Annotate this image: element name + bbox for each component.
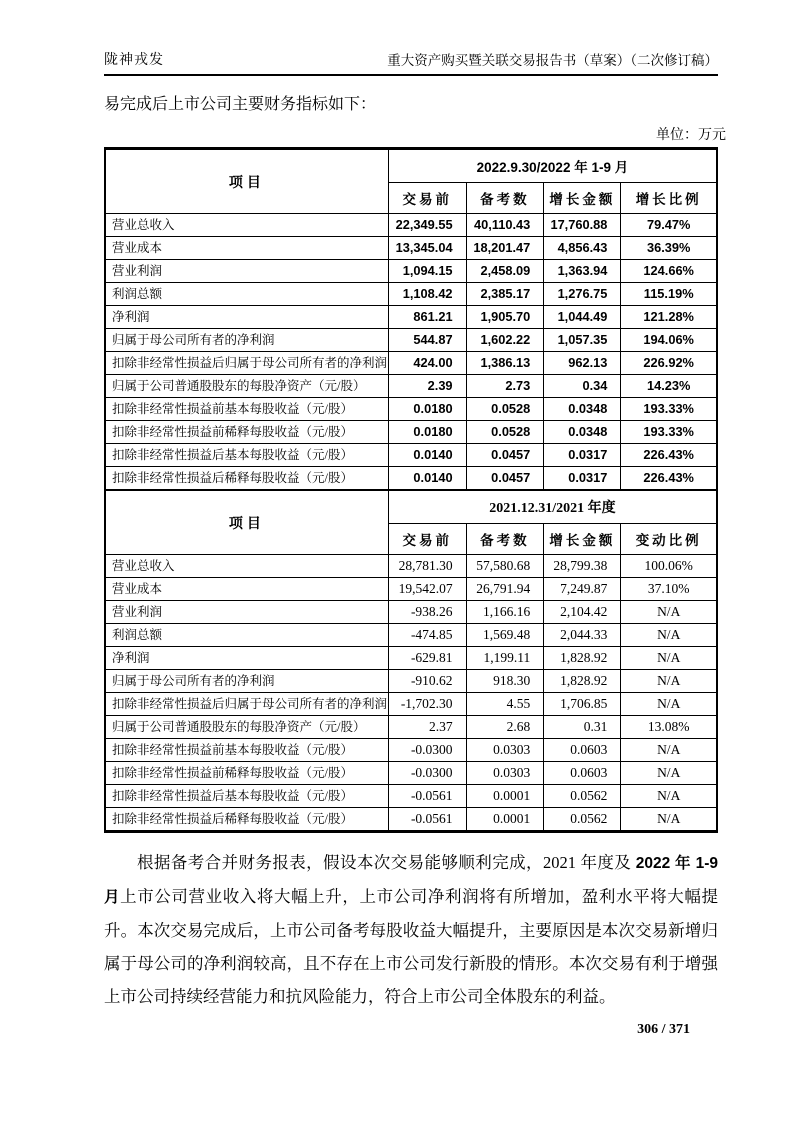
value-cell: -0.0300 <box>388 739 466 762</box>
value-cell: N/A <box>621 785 717 808</box>
column-header-pre-deal: 交易前 <box>388 524 466 555</box>
value-cell: 28,781.30 <box>388 555 466 578</box>
value-cell: N/A <box>621 647 717 670</box>
value-cell: 1,057.35 <box>544 329 621 352</box>
table-row <box>105 283 717 306</box>
value-cell: N/A <box>621 601 717 624</box>
value-cell: 0.0001 <box>466 808 544 832</box>
table-row <box>105 214 717 237</box>
value-cell: 0.0603 <box>544 739 621 762</box>
value-cell: 100.06% <box>621 555 717 578</box>
value-cell: 28,799.38 <box>544 555 621 578</box>
value-cell: 194.06% <box>621 329 717 352</box>
item-cell: 扣除非经常性损益前稀释每股收益（元/股） <box>105 762 388 785</box>
table-header-row <box>105 149 717 183</box>
item-cell: 扣除非经常性损益后稀释每股收益（元/股） <box>105 808 388 832</box>
financial-table-2021 <box>104 491 718 833</box>
table-header-row <box>105 491 717 524</box>
value-cell: 193.33% <box>621 398 717 421</box>
table-row <box>105 375 717 398</box>
value-cell: 0.0180 <box>388 398 466 421</box>
item-cell: 扣除非经常性损益后稀释每股收益（元/股） <box>105 467 388 491</box>
value-cell: 0.0348 <box>544 398 621 421</box>
value-cell: -629.81 <box>388 647 466 670</box>
intro-text: 易完成后上市公司主要财务指标如下： <box>104 96 377 113</box>
value-cell: 115.19% <box>621 283 717 306</box>
value-cell: 0.0348 <box>544 421 621 444</box>
table-row <box>105 670 717 693</box>
item-cell: 扣除非经常性损益前基本每股收益（元/股） <box>105 739 388 762</box>
column-header-pro-forma: 备考数 <box>466 524 544 555</box>
item-cell: 营业成本 <box>105 237 388 260</box>
table-row <box>105 444 717 467</box>
item-cell: 归属于母公司所有者的净利润 <box>105 329 388 352</box>
value-cell: 1,386.13 <box>466 352 544 375</box>
table-body-2022 <box>105 214 717 491</box>
value-cell: 1,044.49 <box>544 306 621 329</box>
item-cell: 营业总收入 <box>105 214 388 237</box>
unit-label: 单位：万元 <box>656 128 726 143</box>
item-cell: 净利润 <box>105 647 388 670</box>
paragraph-text: 上市公司营业收入将大幅上升，上市公司净利润将有所增加，盈利水平将大幅提升。本次交易完成后，上市公司备考每股收益大幅提升，主要原因是本次交易新增归属于母公司的净利润较高，且不存在上市公司发行新股的情形。本次交易有利于增强上市公司持续经营能力和抗风险能力，符合上市公司全体股东的利益。 <box>104 887 718 1006</box>
value-cell: 0.34 <box>544 375 621 398</box>
value-cell: 13,345.04 <box>388 237 466 260</box>
value-cell: 1,828.92 <box>544 647 621 670</box>
value-cell: N/A <box>621 739 717 762</box>
value-cell: 0.0603 <box>544 762 621 785</box>
value-cell: 18,201.47 <box>466 237 544 260</box>
value-cell: 19,542.07 <box>388 578 466 601</box>
value-cell: 0.0001 <box>466 785 544 808</box>
value-cell: -938.26 <box>388 601 466 624</box>
item-cell: 归属于公司普通股股东的每股净资产（元/股） <box>105 716 388 739</box>
value-cell: 0.0303 <box>466 762 544 785</box>
table-row <box>105 421 717 444</box>
value-cell: 2,044.33 <box>544 624 621 647</box>
item-cell: 营业成本 <box>105 578 388 601</box>
value-cell: 424.00 <box>388 352 466 375</box>
table-row <box>105 693 717 716</box>
item-column-header: 项目 <box>105 149 388 214</box>
value-cell: 0.0317 <box>544 467 621 491</box>
value-cell: 2.73 <box>466 375 544 398</box>
value-cell: 7,249.87 <box>544 578 621 601</box>
value-cell: 0.0528 <box>466 398 544 421</box>
value-cell: 13.08% <box>621 716 717 739</box>
table-row <box>105 398 717 421</box>
table-row <box>105 762 717 785</box>
item-column-header: 项目 <box>105 491 388 555</box>
value-cell: 0.0303 <box>466 739 544 762</box>
header-company-name: 陇神戎发 <box>104 53 164 68</box>
value-cell: 4,856.43 <box>544 237 621 260</box>
value-cell: 1,363.94 <box>544 260 621 283</box>
value-cell: N/A <box>621 762 717 785</box>
analysis-paragraph <box>104 846 718 1013</box>
value-cell: 861.21 <box>388 306 466 329</box>
value-cell: 57,580.68 <box>466 555 544 578</box>
item-cell: 扣除非经常性损益前基本每股收益（元/股） <box>105 398 388 421</box>
value-cell: 918.30 <box>466 670 544 693</box>
table-body-2021 <box>105 555 717 832</box>
value-cell: 1,706.85 <box>544 693 621 716</box>
value-cell: 1,828.92 <box>544 670 621 693</box>
column-header-pro-forma: 备考数 <box>466 183 544 214</box>
value-cell: N/A <box>621 624 717 647</box>
item-cell: 营业总收入 <box>105 555 388 578</box>
value-cell: 0.0562 <box>544 785 621 808</box>
table-row <box>105 306 717 329</box>
item-cell: 营业利润 <box>105 601 388 624</box>
value-cell: 14.23% <box>621 375 717 398</box>
value-cell: 79.47% <box>621 214 717 237</box>
item-cell: 归属于公司普通股股东的每股净资产（元/股） <box>105 375 388 398</box>
paragraph-bold-text: 2022 年 1-9 月 <box>104 855 719 906</box>
value-cell: 121.28% <box>621 306 717 329</box>
value-cell: 22,349.55 <box>388 214 466 237</box>
value-cell: 1,276.75 <box>544 283 621 306</box>
column-header-change-ratio: 变动比例 <box>621 524 717 555</box>
column-header-growth-ratio: 增长比例 <box>621 183 717 214</box>
value-cell: 0.0180 <box>388 421 466 444</box>
value-cell: 2,385.17 <box>466 283 544 306</box>
item-cell: 扣除非经常性损益后基本每股收益（元/股） <box>105 444 388 467</box>
value-cell: -910.62 <box>388 670 466 693</box>
period-header: 2021.12.31/2021 年度 <box>388 491 717 524</box>
table-row <box>105 578 717 601</box>
page-number: 306 / 371 <box>637 1022 690 1037</box>
table-row <box>105 808 717 832</box>
value-cell: -0.0561 <box>388 808 466 832</box>
value-cell: 0.0562 <box>544 808 621 832</box>
value-cell: -474.85 <box>388 624 466 647</box>
table-row <box>105 601 717 624</box>
value-cell: 1,166.16 <box>466 601 544 624</box>
paragraph-text: 根据备考合并财务报表，假设本次交易能够顺利完成，2021 年度及 <box>137 853 636 872</box>
value-cell: 1,602.22 <box>466 329 544 352</box>
item-cell: 营业利润 <box>105 260 388 283</box>
table-row <box>105 716 717 739</box>
table-row <box>105 467 717 491</box>
value-cell: 1,569.48 <box>466 624 544 647</box>
financial-table-2022 <box>104 147 718 491</box>
item-cell: 扣除非经常性损益后基本每股收益（元/股） <box>105 785 388 808</box>
column-header-pre-deal: 交易前 <box>388 183 466 214</box>
table-row <box>105 555 717 578</box>
value-cell: 2.39 <box>388 375 466 398</box>
value-cell: 226.43% <box>621 467 717 491</box>
value-cell: N/A <box>621 670 717 693</box>
table-row <box>105 785 717 808</box>
value-cell: 0.0457 <box>466 444 544 467</box>
value-cell: 2,104.42 <box>544 601 621 624</box>
value-cell: 17,760.88 <box>544 214 621 237</box>
value-cell: 0.0140 <box>388 444 466 467</box>
value-cell: 1,108.42 <box>388 283 466 306</box>
column-header-growth-amount: 增长金额 <box>544 183 621 214</box>
table-row <box>105 352 717 375</box>
value-cell: 0.0457 <box>466 467 544 491</box>
value-cell: 1,905.70 <box>466 306 544 329</box>
table-row <box>105 237 717 260</box>
header-document-title: 重大资产购买暨关联交易报告书（草案）（二次修订稿） <box>387 53 718 68</box>
running-header <box>104 52 718 76</box>
value-cell: 124.66% <box>621 260 717 283</box>
column-header-growth-amount: 增长金额 <box>544 524 621 555</box>
item-cell: 扣除非经常性损益前稀释每股收益（元/股） <box>105 421 388 444</box>
value-cell: 193.33% <box>621 421 717 444</box>
value-cell: 40,110.43 <box>466 214 544 237</box>
item-cell: 扣除非经常性损益后归属于母公司所有者的净利润 <box>105 693 388 716</box>
table-row <box>105 624 717 647</box>
value-cell: 1,199.11 <box>466 647 544 670</box>
period-header: 2022.9.30/2022 年 1-9 月 <box>388 149 717 183</box>
value-cell: 26,791.94 <box>466 578 544 601</box>
item-cell: 利润总额 <box>105 624 388 647</box>
item-cell: 扣除非经常性损益后归属于母公司所有者的净利润 <box>105 352 388 375</box>
value-cell: 2,458.09 <box>466 260 544 283</box>
table-row <box>105 647 717 670</box>
value-cell: 226.43% <box>621 444 717 467</box>
value-cell: 0.31 <box>544 716 621 739</box>
value-cell: N/A <box>621 693 717 716</box>
value-cell: 0.0140 <box>388 467 466 491</box>
value-cell: -1,702.30 <box>388 693 466 716</box>
value-cell: 2.37 <box>388 716 466 739</box>
value-cell: 226.92% <box>621 352 717 375</box>
item-cell: 利润总额 <box>105 283 388 306</box>
table-row <box>105 329 717 352</box>
item-cell: 净利润 <box>105 306 388 329</box>
value-cell: 4.55 <box>466 693 544 716</box>
value-cell: 1,094.15 <box>388 260 466 283</box>
item-cell: 归属于母公司所有者的净利润 <box>105 670 388 693</box>
value-cell: 0.0528 <box>466 421 544 444</box>
value-cell: -0.0561 <box>388 785 466 808</box>
value-cell: 37.10% <box>621 578 717 601</box>
value-cell: 36.39% <box>621 237 717 260</box>
table-row <box>105 260 717 283</box>
value-cell: N/A <box>621 808 717 832</box>
value-cell: 962.13 <box>544 352 621 375</box>
value-cell: 2.68 <box>466 716 544 739</box>
value-cell: 0.0317 <box>544 444 621 467</box>
value-cell: 544.87 <box>388 329 466 352</box>
table-row <box>105 739 717 762</box>
value-cell: -0.0300 <box>388 762 466 785</box>
